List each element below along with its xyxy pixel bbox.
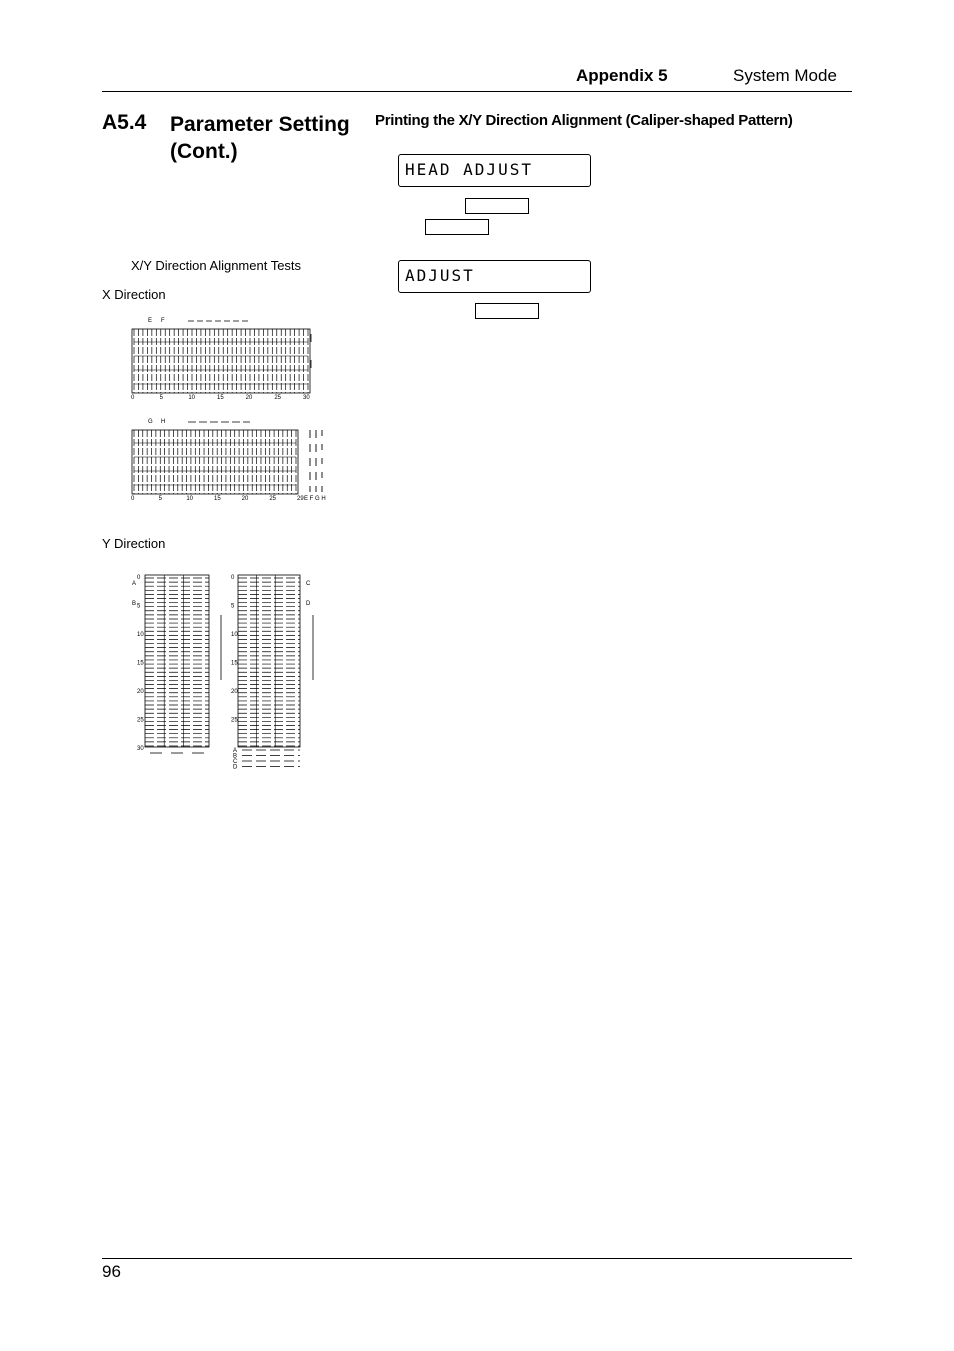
header-rule bbox=[102, 91, 852, 92]
pattern-label-c: C bbox=[306, 581, 311, 587]
tick-label: 20 bbox=[245, 395, 253, 401]
tick-label: 20 bbox=[241, 496, 249, 502]
tick-label: 5 bbox=[137, 603, 141, 610]
tick-label: 25 bbox=[269, 496, 277, 502]
pattern-label-e: E bbox=[148, 318, 153, 324]
tick-label: 5 bbox=[158, 496, 163, 502]
pattern-label-g: G bbox=[148, 419, 153, 425]
key-box bbox=[425, 219, 489, 235]
tick-label: 30 bbox=[137, 746, 144, 752]
section-title: Parameter Setting (Cont.) bbox=[170, 113, 350, 163]
lcd-display-adjust: ADJUST bbox=[398, 260, 591, 293]
subheading: Printing the X/Y Direction Alignment (Caliper-shaped Pattern) bbox=[375, 112, 793, 129]
pattern-label-f: F bbox=[161, 318, 165, 324]
tick-label: 25 bbox=[137, 717, 144, 724]
tick-label: 5 bbox=[159, 395, 164, 401]
key-box bbox=[475, 303, 539, 319]
tick-label: 29 bbox=[297, 496, 304, 502]
legend-label: D bbox=[233, 764, 238, 771]
tick-label: 15 bbox=[217, 395, 224, 401]
lcd-display-head-adjust: HEAD ADJUST bbox=[398, 154, 591, 187]
tick-label: 20 bbox=[137, 689, 144, 695]
legend-label: C bbox=[233, 759, 238, 765]
tick-label: 5 bbox=[231, 603, 235, 610]
tick-label: 30 bbox=[303, 395, 310, 401]
footer-rule bbox=[102, 1258, 852, 1259]
page-number: 96 bbox=[102, 1262, 121, 1281]
section-number: A5.4 bbox=[102, 111, 147, 134]
tick-label: 15 bbox=[137, 660, 144, 667]
tick-label: 0 bbox=[131, 496, 135, 502]
x-pattern-ef bbox=[128, 312, 328, 404]
tick-label: 15 bbox=[231, 660, 238, 667]
tick-label: 20 bbox=[231, 689, 238, 695]
key-box bbox=[465, 198, 529, 214]
tick-label: 25 bbox=[274, 395, 282, 401]
tick-label: 0 bbox=[231, 575, 235, 581]
legend-label: A bbox=[233, 748, 238, 754]
y-direction-label: Y Direction bbox=[102, 536, 166, 551]
legend-label: B bbox=[233, 753, 238, 760]
x-pattern-gh bbox=[128, 413, 328, 505]
x-direction-label: X Direction bbox=[102, 287, 166, 302]
tick-label: 10 bbox=[231, 632, 238, 638]
pattern-extra-labels: E F G H bbox=[304, 496, 326, 502]
tick-label: 0 bbox=[131, 395, 135, 401]
y-pattern-ab bbox=[128, 570, 228, 775]
pattern-label-h: H bbox=[161, 419, 166, 425]
pattern-label-b: B bbox=[132, 601, 137, 607]
tick-label: 10 bbox=[137, 632, 144, 638]
figure-caption: X/Y Direction Alignment Tests bbox=[131, 258, 302, 273]
tick-label: 0 bbox=[137, 575, 141, 581]
pattern-label-a: A bbox=[132, 581, 137, 587]
tick-label: 10 bbox=[188, 395, 196, 401]
appendix-label: Appendix 5 bbox=[576, 66, 668, 85]
tick-label: 10 bbox=[186, 496, 194, 502]
tick-label: 15 bbox=[214, 496, 221, 502]
tick-label: 25 bbox=[231, 717, 238, 724]
y-pattern-cd bbox=[228, 570, 328, 775]
section-label: System Mode bbox=[733, 66, 837, 85]
pattern-label-d: D bbox=[306, 601, 311, 607]
